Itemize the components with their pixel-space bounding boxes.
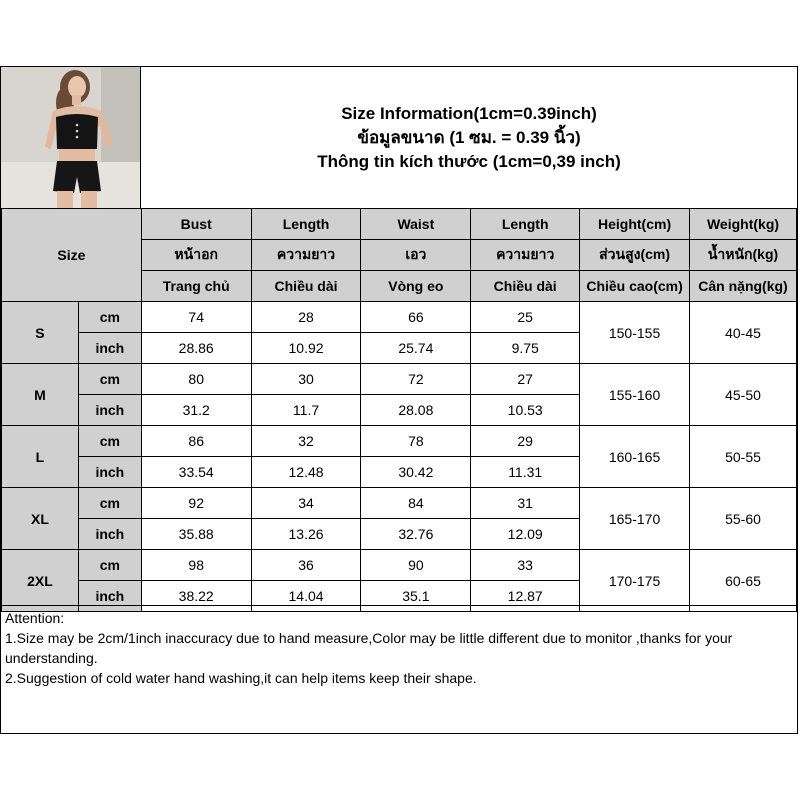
title-english: Size Information(1cm=0.39inch) [341, 103, 597, 123]
cell-waist-inch: 25.74 [361, 333, 471, 364]
cell-waist-cm: 90 [361, 550, 471, 581]
cell-length2-cm: 25 [471, 302, 580, 333]
cell-length2-cm: 29 [471, 426, 580, 457]
model-image [1, 67, 141, 209]
cell-length-cm: 28 [251, 302, 361, 333]
cell-height: 160-165 [580, 426, 690, 488]
size-table [1, 208, 797, 612]
cell-waist-cm: 84 [361, 488, 471, 519]
cell-bust-inch: 38.22 [141, 581, 251, 612]
notes-heading: Attention: [5, 610, 65, 626]
cell-length2-inch: 11.31 [471, 457, 580, 488]
cell-height: 155-160 [580, 364, 690, 426]
cell-length-inch: 14.04 [251, 581, 361, 612]
unit-cm: cm [78, 488, 141, 519]
col-length-vi: Chiều dài [251, 271, 361, 302]
cell-length2-cm: 27 [471, 364, 580, 395]
unit-cm: cm [78, 364, 141, 395]
unit-inch: inch [78, 457, 141, 488]
cell-waist-cm: 66 [361, 302, 471, 333]
size-label-m: M [2, 364, 79, 426]
size-chart [0, 66, 798, 734]
notes-line-1: 1.Size may be 2cm/1inch inaccuracy due to hand measure,Color may be little different due to monitor ,thanks for your understanding. [5, 630, 733, 666]
col-weight-th: น้ำหนัก(kg) [690, 240, 797, 271]
attention-notes [1, 605, 797, 690]
cell-length2-inch: 9.75 [471, 333, 580, 364]
cell-bust-inch: 33.54 [141, 457, 251, 488]
product-photo [1, 67, 141, 209]
cell-height: 150-155 [580, 302, 690, 364]
cell-waist-inch: 32.76 [361, 519, 471, 550]
cell-weight: 50-55 [690, 426, 797, 488]
col-bust-vi: Trang chủ [141, 271, 251, 302]
cell-length-inch: 11.7 [251, 395, 361, 426]
cell-weight: 60-65 [690, 550, 797, 612]
col-height-en: Height(cm) [580, 209, 690, 240]
cell-length2-cm: 33 [471, 550, 580, 581]
cell-length-cm: 36 [251, 550, 361, 581]
col-length2-th: ความยาว [471, 240, 580, 271]
cell-height: 170-175 [580, 550, 690, 612]
col-weight-en: Weight(kg) [690, 209, 797, 240]
cell-waist-inch: 28.08 [361, 395, 471, 426]
title-thai: ข้อมูลขนาด (1 ซม. = 0.39 นิ้ว) [357, 127, 581, 147]
table-row [2, 364, 797, 395]
cell-length2-cm: 31 [471, 488, 580, 519]
cell-length-cm: 34 [251, 488, 361, 519]
col-height-vi: Chiều cao(cm) [580, 271, 690, 302]
cell-bust-cm: 74 [141, 302, 251, 333]
size-label-xl: XL [2, 488, 79, 550]
cell-length2-inch: 12.09 [471, 519, 580, 550]
cell-length-inch: 10.92 [251, 333, 361, 364]
col-bust-en: Bust [141, 209, 251, 240]
size-header: Size [2, 209, 142, 302]
size-label-l: L [2, 426, 79, 488]
unit-inch: inch [78, 333, 141, 364]
cell-bust-inch: 28.86 [141, 333, 251, 364]
cell-length-inch: 13.26 [251, 519, 361, 550]
cell-waist-inch: 35.1 [361, 581, 471, 612]
cell-length2-inch: 12.87 [471, 581, 580, 612]
cell-waist-cm: 78 [361, 426, 471, 457]
cell-bust-cm: 80 [141, 364, 251, 395]
table-row [2, 302, 797, 333]
title-vietnamese: Thông tin kích thước (1cm=0,39 inch) [317, 151, 621, 171]
col-length2-vi: Chiều dài [471, 271, 580, 302]
size-label-2xl: 2XL [2, 550, 79, 612]
cell-length-inch: 12.48 [251, 457, 361, 488]
title-block [141, 67, 797, 209]
cell-bust-cm: 86 [141, 426, 251, 457]
notes-line-2: 2.Suggestion of cold water hand washing,it can help items keep their shape. [5, 670, 477, 686]
unit-cm: cm [78, 550, 141, 581]
col-weight-vi: Cân nặng(kg) [690, 271, 797, 302]
table-row [2, 426, 797, 457]
unit-cm: cm [78, 426, 141, 457]
col-waist-en: Waist [361, 209, 471, 240]
col-waist-vi: Vòng eo [361, 271, 471, 302]
cell-length-cm: 32 [251, 426, 361, 457]
cell-bust-cm: 98 [141, 550, 251, 581]
col-height-th: ส่วนสูง(cm) [580, 240, 690, 271]
cell-weight: 45-50 [690, 364, 797, 426]
unit-inch: inch [78, 581, 141, 612]
cell-waist-inch: 30.42 [361, 457, 471, 488]
unit-inch: inch [78, 519, 141, 550]
cell-bust-inch: 35.88 [141, 519, 251, 550]
col-length-th: ความยาว [251, 240, 361, 271]
cell-bust-inch: 31.2 [141, 395, 251, 426]
unit-inch: inch [78, 395, 141, 426]
cell-length2-inch: 10.53 [471, 395, 580, 426]
cell-length-cm: 30 [251, 364, 361, 395]
table-row [2, 550, 797, 581]
col-length2-en: Length [471, 209, 580, 240]
col-bust-th: หน้าอก [141, 240, 251, 271]
cell-waist-cm: 72 [361, 364, 471, 395]
unit-cm: cm [78, 302, 141, 333]
cell-height: 165-170 [580, 488, 690, 550]
cell-weight: 55-60 [690, 488, 797, 550]
cell-bust-cm: 92 [141, 488, 251, 519]
col-length-en: Length [251, 209, 361, 240]
size-label-s: S [2, 302, 79, 364]
col-waist-th: เอว [361, 240, 471, 271]
table-row [2, 488, 797, 519]
cell-weight: 40-45 [690, 302, 797, 364]
